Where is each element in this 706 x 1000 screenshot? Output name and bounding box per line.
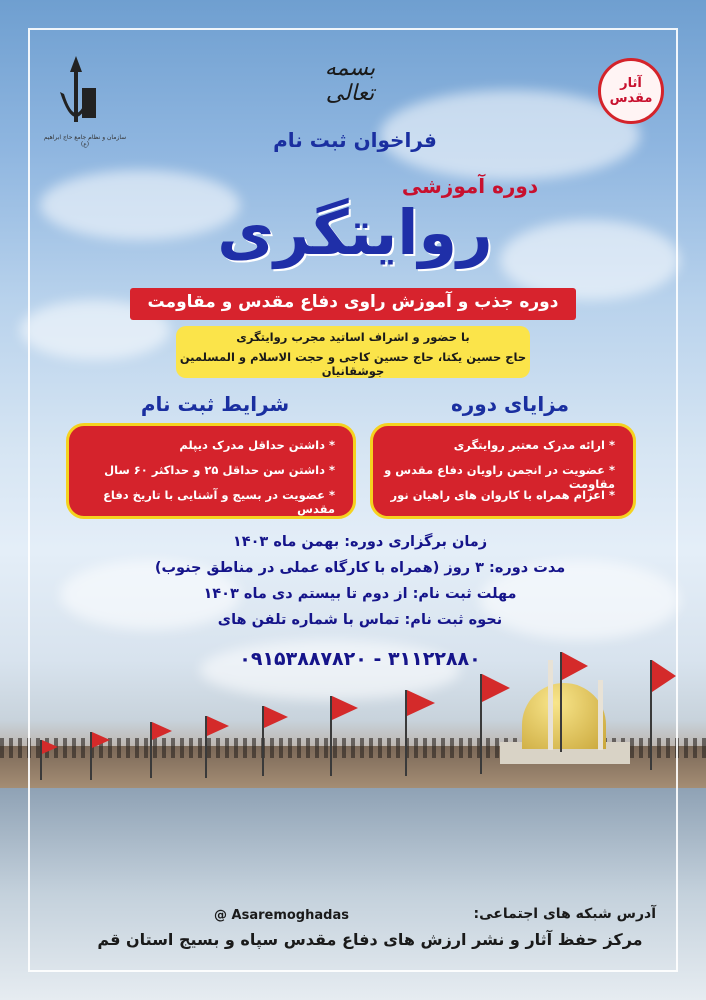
left-logo-caption: سازمان و نظام جامع حاج ابراهیم (ع) — [43, 134, 127, 148]
instructors-line-2: حاج حسین یکتا، حاج حسین کاجی و حجت الاسلام و المسلمین جوشقانیان — [179, 350, 527, 378]
irgc-emblem-icon — [52, 52, 100, 142]
social-handle[interactable]: @ Asaremoghadas — [214, 908, 349, 923]
instructors-line-1: با حضور و اشراف اساتید مجرب روایتگری — [236, 330, 470, 344]
registration-callout: فراخوان ثبت نام — [273, 128, 437, 152]
phone-numbers[interactable]: ۰۹۱۵۳۸۸۷۸۲۰ - ۳۱۱۲۲۸۸۰ — [239, 648, 481, 670]
main-title: روایتگری — [217, 196, 493, 269]
asar-moghadas-logo-text: آثار مقدس — [609, 76, 653, 106]
registration-deadline: مهلت ثبت نام: از دوم تا بیستم دی ماه ۱۴۰۳ — [203, 586, 517, 602]
course-date: زمان برگزاری دوره: بهمن ماه ۱۴۰۳ — [232, 534, 488, 550]
course-label: دوره آموزشی — [401, 174, 539, 198]
course-duration: مدت دوره: ۳ روز (همراه با کارگاه عملی در مناطق جنوب) — [154, 560, 566, 576]
benefits-box — [370, 423, 636, 519]
subtitle-ribbon-text: دوره جذب و آموزش راوی دفاع مقدس و مقاومت — [147, 292, 559, 312]
condition-item: * داشتن حداقل مدرک دیپلم — [179, 438, 335, 452]
benefit-item: * اعزام همراه با کاروان های راهیان نور — [390, 488, 615, 502]
social-networks-label: آدرس شبکه های اجتماعی: — [473, 906, 656, 922]
conditions-box — [66, 423, 356, 519]
organization-name: مرکز حفظ آثار و نشر ارزش های دفاع مقدس سپاه و بسیج استان قم — [97, 930, 643, 949]
benefit-item: * عضویت در انجمن راویان دفاع مقدس و مقاومت — [384, 463, 615, 491]
basmala-calligraphy: بسمه تعالی — [324, 56, 376, 106]
benefit-item: * ارائه مدرک معتبر روایتگری — [453, 438, 615, 452]
conditions-heading: شرایط ثبت نام — [140, 392, 290, 416]
registration-method: نحوه ثبت نام: تماس با شماره تلفن های — [217, 612, 503, 628]
condition-item: * عضویت در بسیج و آشنایی با تاریخ دفاع مقدس — [103, 488, 335, 516]
condition-item: * داشتن سن حداقل ۲۵ و حداکثر ۶۰ سال — [104, 463, 335, 477]
benefits-heading: مزایای دوره — [450, 392, 569, 416]
